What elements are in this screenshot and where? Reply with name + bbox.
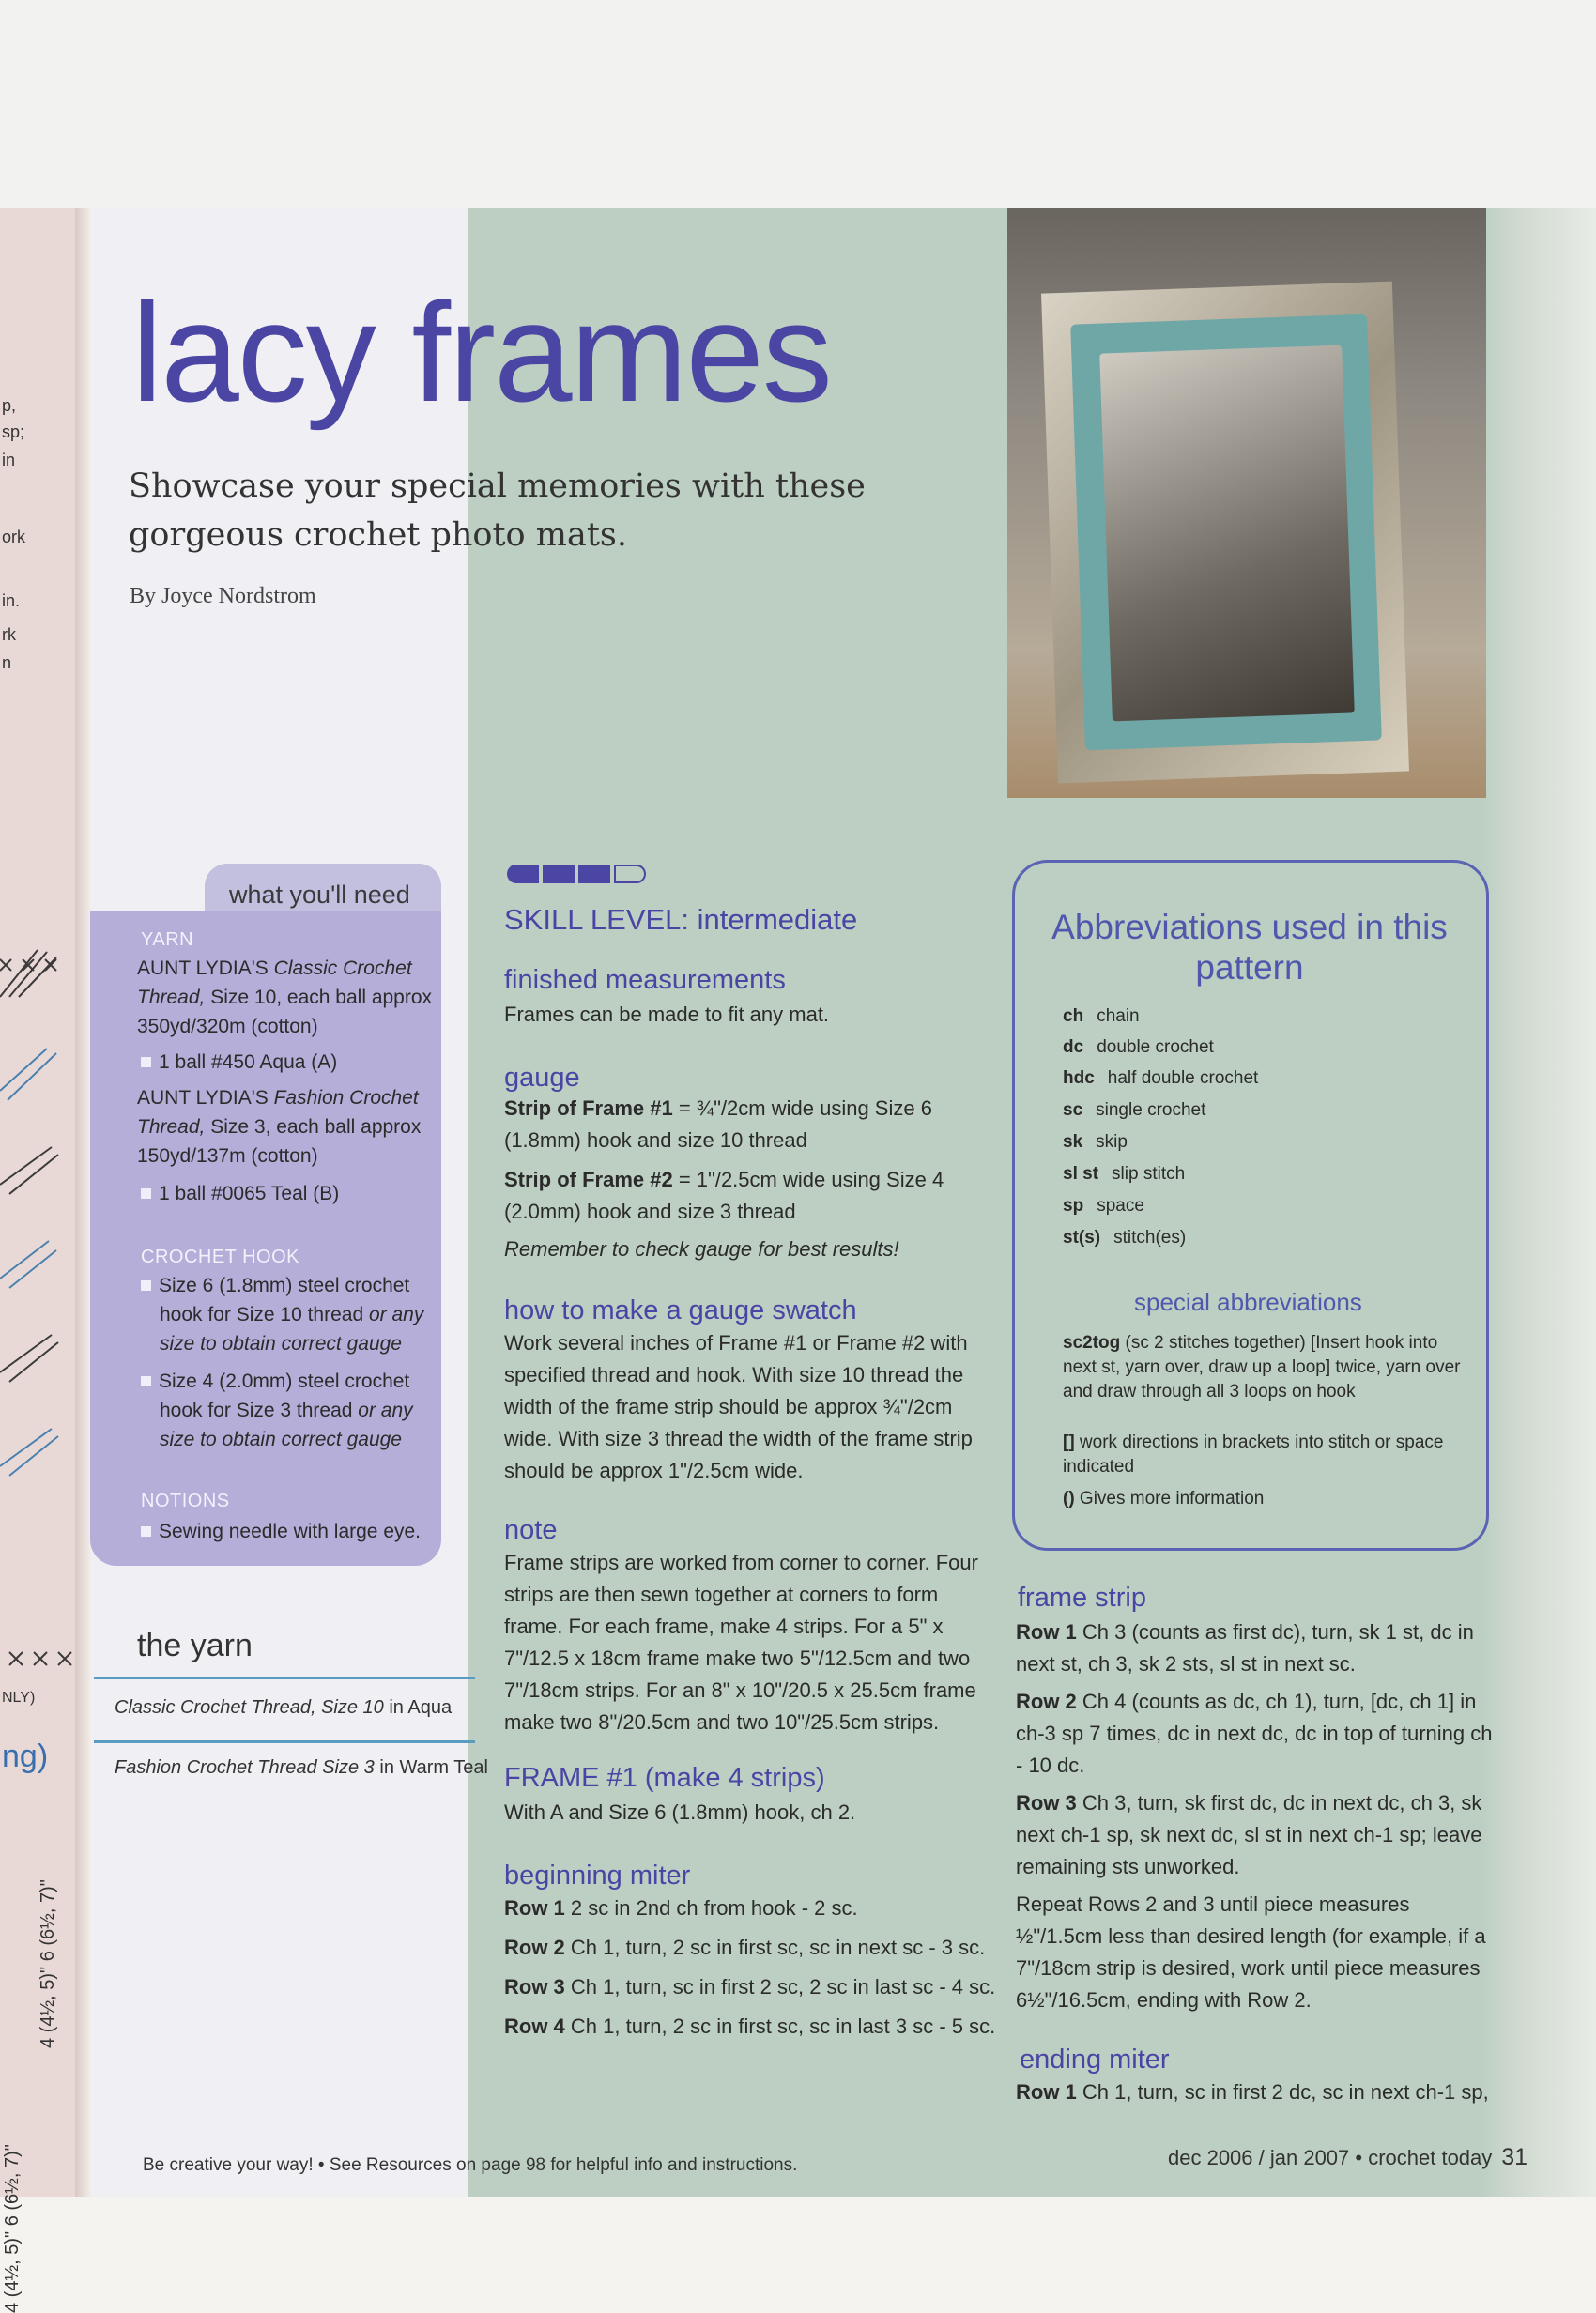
yarn-line-1	[115, 1697, 452, 1719]
yarn-name: Classic Crochet Thread,	[137, 957, 412, 1008]
abbreviation-item	[1063, 1037, 1214, 1058]
brand: AUNT LYDIA'S	[137, 1087, 274, 1109]
title-part-lacy: lacy	[131, 273, 412, 431]
abbr: hdc	[1063, 1068, 1095, 1088]
abbr-def: chain	[1097, 1006, 1140, 1026]
yarn-desc: Size 3, each ball approx 150yd/137m (cotton)	[137, 1116, 422, 1167]
beginning-miter-row	[504, 1892, 1002, 1924]
row-label: Row 2	[504, 1936, 565, 1959]
adjacent-fragment: in	[2, 451, 16, 469]
finished-title: finished measurements	[504, 965, 786, 995]
row-text: 2 sc in 2nd ch from hook - 2 sc.	[564, 1896, 858, 1920]
bullet-icon	[141, 1376, 151, 1386]
bullet-icon	[141, 1526, 151, 1537]
special-parens	[1063, 1487, 1466, 1511]
needs-hook1	[141, 1271, 432, 1358]
adjacent-page	[0, 208, 77, 2313]
adjacent-fragment: ork	[2, 528, 26, 546]
frame-strip-row	[1016, 1616, 1493, 1680]
needs-yarn-label: YARN	[141, 929, 194, 950]
hook-text: Size 6 (1.8mm) steel crochet hook for Size 10 thread	[159, 1275, 410, 1325]
abbr: sc2tog	[1063, 1333, 1121, 1353]
skill-bar-filled	[543, 865, 575, 883]
abbr-def: work directions in brackets into stitch or space indicated	[1063, 1432, 1444, 1477]
abbreviation-item	[1063, 1228, 1186, 1248]
row-label: Row 3	[1016, 1791, 1077, 1815]
row-text: Ch 1, turn, 2 sc in first sc, sc in next sc - 3 sc.	[564, 1936, 986, 1959]
beginning-miter-row	[504, 1932, 1002, 1964]
yarn-desc: Size 10, each ball approx 350yd/320m (cotton)	[137, 987, 433, 1037]
row-text: Ch 3, turn, sk first dc, dc in next dc, ch 3, sk next ch-1 sp, sk next dc, sl st in next ch-1 sp; leave remaining sts unworked.	[1016, 1791, 1482, 1878]
hook-text: Size 4 (2.0mm) steel crochet hook for Size 3 thread	[159, 1371, 410, 1421]
row-label: Row 1	[1016, 1620, 1077, 1644]
abbr: sl st	[1063, 1164, 1099, 1184]
divider	[94, 1677, 475, 1679]
yarn-line-2	[115, 1757, 488, 1779]
row-text: Ch 1, turn, sc in first 2 sc, 2 sc in last sc - 4 sc.	[564, 1975, 996, 1999]
row-label: Row 1	[504, 1896, 565, 1920]
abbr: sk	[1063, 1132, 1083, 1152]
abbr: sc	[1063, 1100, 1083, 1120]
gauge-title: gauge	[504, 1063, 580, 1093]
scanner-background	[0, 0, 1596, 208]
abbreviation-item	[1063, 1068, 1258, 1089]
needs-notions-label: NOTIONS	[141, 1491, 230, 1511]
abbr-def: slip stitch	[1112, 1164, 1186, 1184]
adjacent-fragment: NLY)	[2, 1690, 36, 1706]
footer-issue	[1168, 2144, 1527, 2171]
adjacent-fragment: ng)	[2, 1739, 49, 1774]
needs-yarn2	[137, 1083, 436, 1171]
subtitle: Showcase your special memories with these gorgeous crochet photo mats.	[129, 467, 866, 554]
note-title: note	[504, 1515, 558, 1545]
frame1-title: FRAME #1 (make 4 strips)	[504, 1763, 825, 1793]
page-number: 31	[1501, 2144, 1528, 2170]
skill-bar-empty	[614, 865, 646, 883]
beginning-miter-row	[504, 1971, 1002, 2003]
hook-note: or any size to obtain correct gauge	[160, 1304, 424, 1355]
needs-yarn1-ball	[141, 1048, 422, 1077]
abbr: ch	[1063, 1006, 1084, 1026]
frame-strip-repeat: Repeat Rows 2 and 3 until piece measures ½"/1.5cm less than desired length (for example, if a 7"/18cm strip is desired, work until piece measures 6½"/16.5cm, ending with Row 2.	[1016, 1892, 1486, 2012]
row-text: Ch 3 (counts as first dc), turn, sk 1 st, dc in next st, ch 3, sk 2 sts, sl st in next sc.	[1016, 1620, 1474, 1676]
row-text: Ch 1, turn, sc in first 2 dc, sc in next ch-1 sp,	[1076, 2080, 1489, 2104]
abbr-def: single crochet	[1096, 1100, 1206, 1120]
needs-hook-label: CROCHET HOOK	[141, 1247, 299, 1267]
yarn-color: in Warm Teal	[374, 1757, 488, 1778]
ball-text: 1 ball #450 Aqua (A)	[159, 1051, 338, 1073]
bullet-icon	[141, 1057, 151, 1067]
bullet-icon	[141, 1188, 151, 1199]
footer-note: Be creative your way! • See Resources on page 98 for helpful info and instructions.	[143, 2155, 798, 2175]
note-text: Frame strips are worked from corner to corner. Four strips are then sewn together at corners to form frame. For each frame, make 4 strips. For a 5" x 7"/12.5 x 18cm frame make two 5"/12.5cm and two 7"/18cm strips. For an 8" x 10"/20.5 x 25.5cm frame make two 8"/20.5cm and two 10"/25.5cm strips.	[504, 1551, 978, 1734]
beginning-miter-row	[504, 2011, 1002, 2043]
strip-label: Strip of Frame #1	[504, 1096, 673, 1120]
frame-strip-title: frame strip	[1018, 1583, 1146, 1613]
yarn-name: Fashion Crochet Thread,	[137, 1087, 419, 1138]
notion-text: Sewing needle with large eye.	[159, 1521, 422, 1542]
abbr-def: skip	[1096, 1132, 1128, 1152]
abbreviation-item	[1063, 1100, 1205, 1121]
needs-hook2	[141, 1367, 432, 1454]
abbreviation-item	[1063, 1006, 1140, 1027]
abbr-def: Gives more information	[1074, 1489, 1265, 1509]
adjacent-rotated-text: 4 (4½, 5)" 6 (6½, 7)"	[2, 2144, 23, 2313]
gauge-strip1	[504, 1093, 974, 1156]
row-label: Row 2	[1016, 1690, 1077, 1713]
divider	[94, 1740, 475, 1743]
yarn-name: Classic Crochet Thread, Size 10	[115, 1697, 384, 1718]
swatch-title: how to make a gauge swatch	[504, 1295, 857, 1325]
hook-note: or any size to obtain correct gauge	[160, 1400, 413, 1450]
adjacent-fragment: rk	[2, 625, 16, 644]
adjacent-fragment: p,	[2, 396, 17, 415]
skill-level: SKILL LEVEL: intermediate	[504, 903, 858, 936]
needs-yarn1	[137, 954, 436, 1041]
page-edge	[1481, 208, 1596, 2197]
abbr-def: stitch(es)	[1113, 1228, 1187, 1248]
bullet-icon	[141, 1280, 151, 1291]
row-label: Row 4	[504, 2014, 565, 2038]
gauge-reminder: Remember to check gauge for best results!	[504, 1237, 899, 1261]
abbr: sp	[1063, 1196, 1084, 1216]
row-label: Row 1	[1016, 2080, 1077, 2104]
abbr: st(s)	[1063, 1228, 1101, 1248]
page-title	[131, 273, 831, 431]
adjacent-rotated-text: 4 (4½, 5)" 6 (6½, 7)"	[38, 1879, 58, 2048]
row-label: Row 3	[504, 1975, 565, 1999]
strip-text: = 1"/2.5cm wide using Size 4 (2.0mm) hook and size 3 thread	[504, 1168, 944, 1223]
adjacent-fragment: sp;	[2, 422, 25, 441]
adjacent-fragment: in.	[2, 591, 21, 610]
issue-text: dec 2006 / jan 2007 • crochet today	[1168, 2146, 1493, 2169]
skill-bar-filled	[507, 865, 539, 883]
gauge-strip2	[504, 1164, 974, 1228]
abbr-def: half double crochet	[1107, 1068, 1259, 1088]
strip-label: Strip of Frame #2	[504, 1168, 673, 1191]
finished-text: Frames can be made to fit any mat.	[504, 1003, 830, 1026]
abbr-def: (sc 2 stitches together) [Insert hook into next st, yarn over, draw up a loop] twice, yarn over and draw through all 3 loops on hook	[1063, 1333, 1461, 1402]
yarn-title: the yarn	[137, 1628, 253, 1663]
abbr: []	[1063, 1432, 1075, 1452]
brand: AUNT LYDIA'S	[137, 957, 274, 979]
needs-yarn2-ball	[141, 1179, 422, 1208]
abbr-def: space	[1097, 1196, 1144, 1216]
crochet-diagram-icon	[0, 941, 75, 1692]
row-text: Ch 4 (counts as dc, ch 1), turn, [dc, ch 1] in ch-3 sp 7 times, dc in next dc, dc in top of turning ch - 10 dc.	[1016, 1690, 1493, 1777]
abbreviation-item	[1063, 1164, 1185, 1185]
yarn-name: Fashion Crochet Thread Size 3	[115, 1757, 375, 1778]
frame-strip-row	[1016, 1787, 1493, 1883]
strip-text: = ¾"/2cm wide using Size 6 (1.8mm) hook and size 10 thread	[504, 1096, 932, 1152]
photo-ballerina-picture	[1099, 345, 1355, 722]
yarn-color: in Aqua	[383, 1697, 453, 1718]
swatch-text: Work several inches of Frame #1 or Frame #2 with specified thread and hook. With size 10 thread the width of the frame strip should be approx ¾"/2cm wide. With size 3 thread the width of the frame strip should be approx 1"/2.5cm wide.	[504, 1331, 973, 1482]
byline: By Joyce Nordstrom	[130, 584, 316, 608]
special-brackets	[1063, 1431, 1466, 1479]
ending-miter-row	[1016, 2076, 1493, 2108]
ending-miter-title: ending miter	[1020, 2045, 1170, 2075]
needs-notion1	[141, 1517, 422, 1546]
special-sc2tog	[1063, 1331, 1466, 1404]
abbreviations-title: Abbreviations used in this pattern	[1051, 908, 1448, 987]
abbreviation-item	[1063, 1132, 1128, 1153]
needs-title: what you'll need	[229, 881, 410, 909]
skill-bar-filled	[578, 865, 610, 883]
skill-level-indicator	[507, 865, 648, 883]
abbr: dc	[1063, 1037, 1084, 1057]
frame-strip-row	[1016, 1686, 1493, 1782]
title-part-frames: frames	[411, 273, 831, 431]
frame1-text: With A and Size 6 (1.8mm) hook, ch 2.	[504, 1800, 856, 1824]
abbr-def: double crochet	[1097, 1037, 1214, 1057]
row-text: Ch 1, turn, 2 sc in first sc, sc in last 3 sc - 5 sc.	[564, 2014, 996, 2038]
special-abbreviations-title: special abbreviations	[1134, 1288, 1362, 1316]
ball-text: 1 ball #0065 Teal (B)	[159, 1183, 340, 1204]
adjacent-fragment: n	[2, 653, 12, 672]
abbr: ()	[1063, 1489, 1075, 1509]
beginning-miter-title: beginning miter	[504, 1861, 691, 1891]
abbreviation-item	[1063, 1196, 1144, 1217]
